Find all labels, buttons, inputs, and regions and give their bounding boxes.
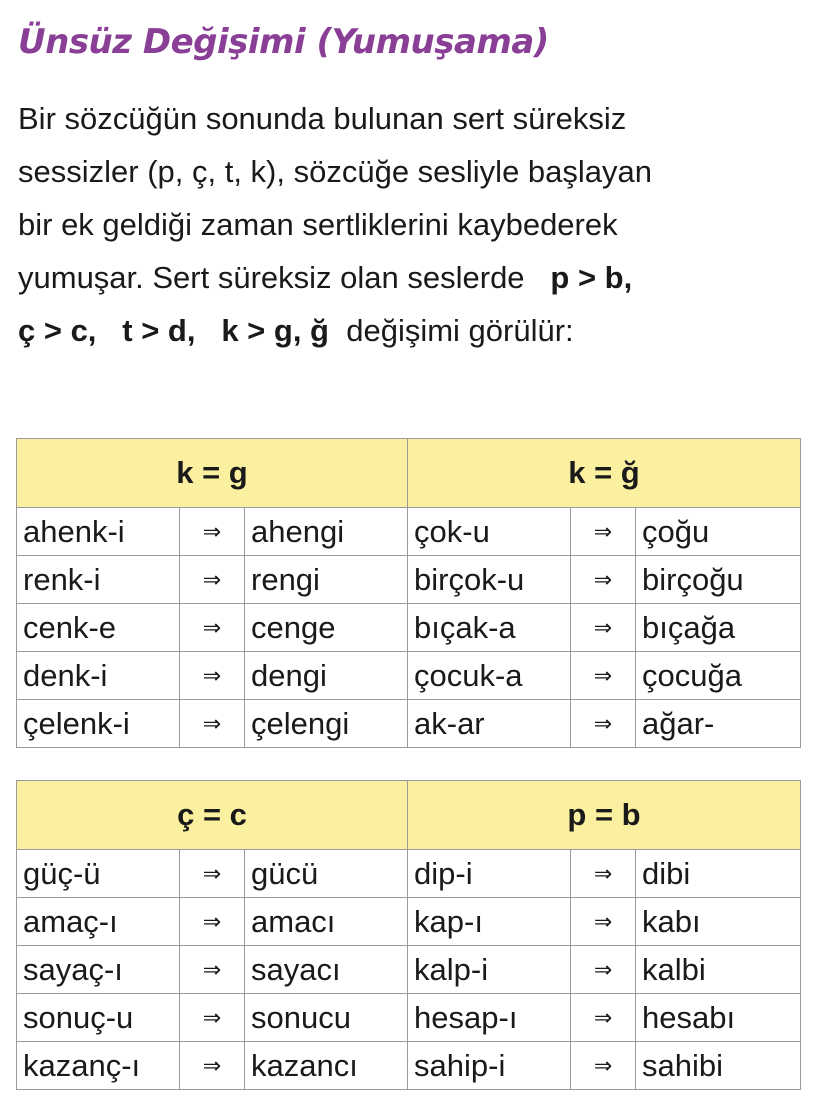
table-c-c-p-b bbox=[16, 780, 801, 1090]
arrow-icon: ⇒ bbox=[571, 850, 636, 898]
rule-c-c: ç > c, bbox=[18, 313, 97, 348]
word-before: denk-i bbox=[17, 652, 180, 700]
arrow-icon: ⇒ bbox=[180, 700, 245, 748]
word-before: çocuk-a bbox=[408, 652, 571, 700]
word-after: birçoğu bbox=[636, 556, 801, 604]
word-before: hesap-ı bbox=[408, 994, 571, 1042]
arrow-icon: ⇒ bbox=[571, 700, 636, 748]
word-after: hesabı bbox=[636, 994, 801, 1042]
word-before: cenk-e bbox=[17, 604, 180, 652]
arrow-icon: ⇒ bbox=[180, 604, 245, 652]
word-before: güç-ü bbox=[17, 850, 180, 898]
page-title: Ünsüz Değişimi (Yumuşama) bbox=[18, 22, 549, 62]
table-header-p-b: p = b bbox=[408, 781, 801, 850]
table-row bbox=[17, 850, 801, 898]
table-header-k-g: k = g bbox=[17, 439, 408, 508]
word-before: ak-ar bbox=[408, 700, 571, 748]
table-row bbox=[17, 556, 801, 604]
arrow-icon: ⇒ bbox=[571, 1042, 636, 1090]
word-after: sayacı bbox=[245, 946, 408, 994]
table-k-g bbox=[16, 438, 801, 748]
word-before: sayaç-ı bbox=[17, 946, 180, 994]
word-after: dengi bbox=[245, 652, 408, 700]
arrow-icon: ⇒ bbox=[180, 1042, 245, 1090]
word-after: kazancı bbox=[245, 1042, 408, 1090]
rule-p-b: p > b, bbox=[550, 260, 633, 295]
arrow-icon: ⇒ bbox=[180, 850, 245, 898]
word-after: gücü bbox=[245, 850, 408, 898]
word-before: sonuç-u bbox=[17, 994, 180, 1042]
word-before: amaç-ı bbox=[17, 898, 180, 946]
paragraph-line-4: yumuşar. Sert süreksiz olan seslerde bbox=[18, 260, 525, 295]
word-before: birçok-u bbox=[408, 556, 571, 604]
paragraph-line-1: Bir sözcüğün sonunda bulunan sert süreksiz bbox=[18, 101, 627, 136]
table-row bbox=[17, 604, 801, 652]
word-after: dibi bbox=[636, 850, 801, 898]
word-after: çelengi bbox=[245, 700, 408, 748]
word-after: kabı bbox=[636, 898, 801, 946]
table-header-k-yumusak-g: k = ğ bbox=[408, 439, 801, 508]
word-after: sahibi bbox=[636, 1042, 801, 1090]
explanation-paragraph bbox=[18, 92, 808, 357]
arrow-icon: ⇒ bbox=[571, 508, 636, 556]
table-header-c-c: ç = c bbox=[17, 781, 408, 850]
word-after: cenge bbox=[245, 604, 408, 652]
word-after: çocuğa bbox=[636, 652, 801, 700]
arrow-icon: ⇒ bbox=[571, 556, 636, 604]
word-after: rengi bbox=[245, 556, 408, 604]
table-row bbox=[17, 946, 801, 994]
table-row bbox=[17, 508, 801, 556]
rule-t-d: t > d, bbox=[122, 313, 196, 348]
word-after: ağar- bbox=[636, 700, 801, 748]
table-row bbox=[17, 994, 801, 1042]
word-before: çok-u bbox=[408, 508, 571, 556]
table-row bbox=[17, 898, 801, 946]
word-after: bıçağa bbox=[636, 604, 801, 652]
arrow-icon: ⇒ bbox=[180, 946, 245, 994]
paragraph-line-3: bir ek geldiği zaman sertliklerini kaybederek bbox=[18, 207, 618, 242]
arrow-icon: ⇒ bbox=[180, 652, 245, 700]
arrow-icon: ⇒ bbox=[571, 994, 636, 1042]
paragraph-line-2: sessizler (p, ç, t, k), sözcüğe sesliyle başlayan bbox=[18, 154, 653, 189]
arrow-icon: ⇒ bbox=[571, 604, 636, 652]
paragraph-tail: değişimi görülür: bbox=[346, 313, 574, 348]
word-before: kazanç-ı bbox=[17, 1042, 180, 1090]
arrow-icon: ⇒ bbox=[571, 946, 636, 994]
word-after: ahengi bbox=[245, 508, 408, 556]
table-row bbox=[17, 700, 801, 748]
word-after: sonucu bbox=[245, 994, 408, 1042]
arrow-icon: ⇒ bbox=[180, 508, 245, 556]
word-before: ahenk-i bbox=[17, 508, 180, 556]
arrow-icon: ⇒ bbox=[180, 898, 245, 946]
word-before: sahip-i bbox=[408, 1042, 571, 1090]
arrow-icon: ⇒ bbox=[571, 652, 636, 700]
arrow-icon: ⇒ bbox=[571, 898, 636, 946]
arrow-icon: ⇒ bbox=[180, 994, 245, 1042]
rule-k-g: k > g, ğ bbox=[221, 313, 329, 348]
word-before: renk-i bbox=[17, 556, 180, 604]
word-after: çoğu bbox=[636, 508, 801, 556]
word-before: kap-ı bbox=[408, 898, 571, 946]
word-before: dip-i bbox=[408, 850, 571, 898]
word-after: kalbi bbox=[636, 946, 801, 994]
table-row bbox=[17, 1042, 801, 1090]
word-before: kalp-i bbox=[408, 946, 571, 994]
word-before: çelenk-i bbox=[17, 700, 180, 748]
arrow-icon: ⇒ bbox=[180, 556, 245, 604]
word-before: bıçak-a bbox=[408, 604, 571, 652]
word-after: amacı bbox=[245, 898, 408, 946]
table-row bbox=[17, 652, 801, 700]
